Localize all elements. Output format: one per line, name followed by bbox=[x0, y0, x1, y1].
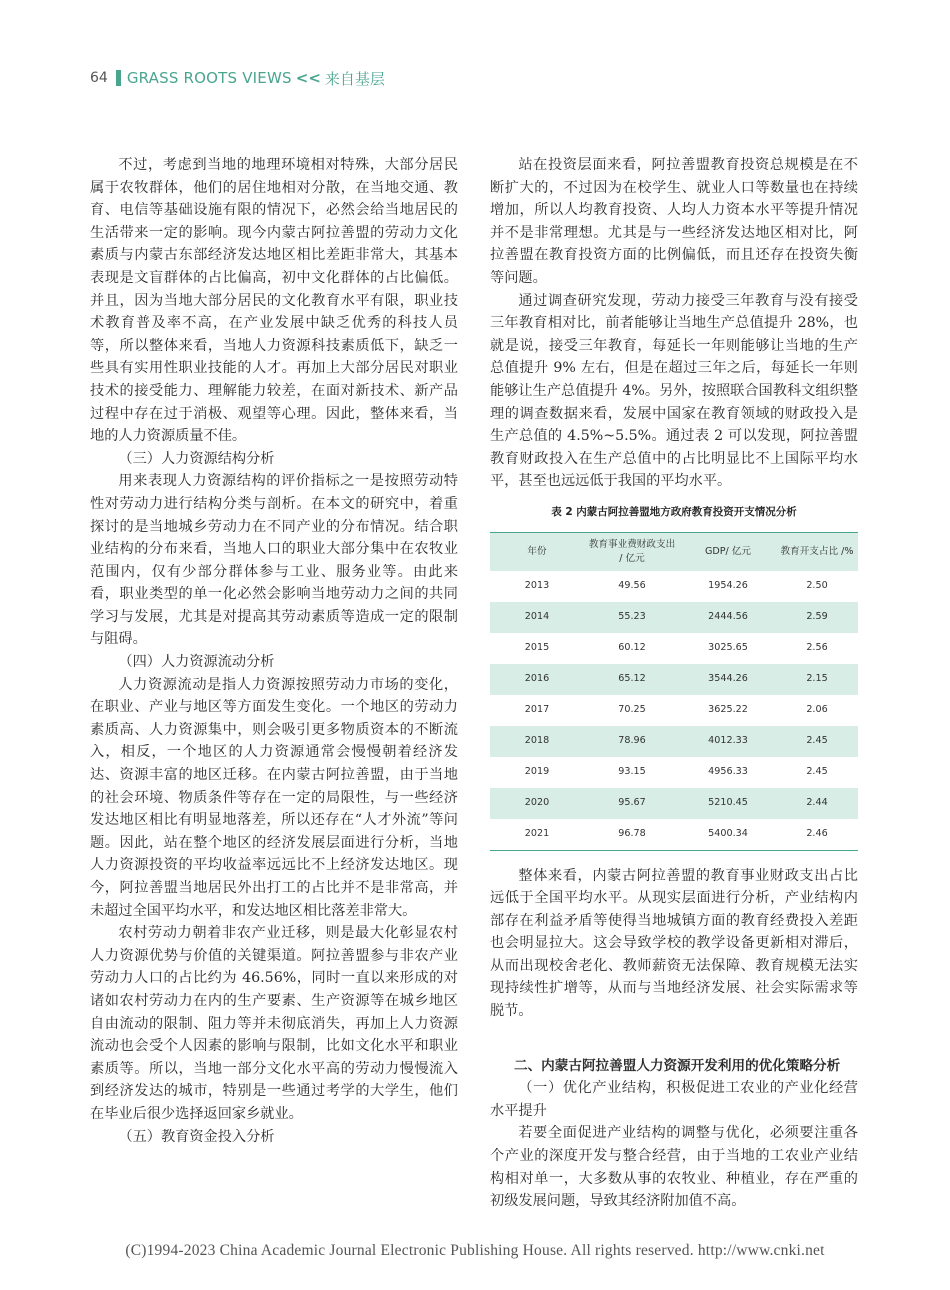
cell: 1954.26 bbox=[708, 579, 748, 591]
running-header bbox=[90, 66, 385, 90]
col-header-ratio: 教育开支占比 /% bbox=[776, 532, 858, 571]
cell: 49.56 bbox=[618, 579, 646, 591]
left-column bbox=[90, 154, 458, 1148]
cell: 2018 bbox=[490, 726, 584, 757]
cell: 96.78 bbox=[618, 827, 646, 839]
journal-title-en: GRASS ROOTS VIEWS bbox=[126, 69, 292, 87]
section-heading-5: （五）教育资金投入分析 bbox=[118, 1128, 275, 1145]
cell: 70.25 bbox=[618, 703, 646, 715]
cell: 2.06 bbox=[806, 703, 828, 715]
cell: 5210.45 bbox=[680, 788, 776, 819]
cell: 2020 bbox=[490, 788, 584, 819]
col-header-edu-spend: 教育事业费财政支出 / 亿元 bbox=[584, 532, 680, 571]
cell: 2.45 bbox=[776, 726, 858, 757]
table-caption: 表 2 内蒙古阿拉善盟地方政府教育投资开支情况分析 bbox=[551, 505, 797, 518]
page-number: 64 bbox=[90, 70, 108, 86]
cell: 2.15 bbox=[776, 664, 858, 695]
table-row bbox=[490, 757, 858, 788]
cell: 2016 bbox=[490, 664, 584, 695]
table-header-row bbox=[490, 532, 858, 571]
cell: 2.50 bbox=[806, 579, 828, 591]
table-row bbox=[490, 695, 858, 726]
cell: 2013 bbox=[524, 579, 550, 591]
cell: 2.59 bbox=[776, 602, 858, 633]
cell: 2019 bbox=[524, 765, 550, 777]
paragraph: 用来表现人力资源结构的评价指标之一是按照劳动特性对劳动力进行结构分类与剖析。在本文的研究中，着重探讨的是当地城乡劳动力在不同产业的分布情况。结合职业结构的分布来看，当地人口的职业大部分集中在农牧业范围内，仅有少部分群体参与工业、服务业等。由此来看，职业类型的单一化必然会影响当地劳动力之间的共同学习与发展，尤其是对提高其劳动素质等造成一定的限制与阻碍。 bbox=[90, 473, 458, 648]
subsection-heading-1: （一）优化产业结构，积极促进工农业的产业化经营水平提升 bbox=[490, 1080, 858, 1119]
cell: 4956.33 bbox=[708, 765, 748, 777]
section-heading-4: （四）人力资源流动分析 bbox=[118, 654, 275, 671]
table-row bbox=[490, 664, 858, 695]
table-row bbox=[490, 726, 858, 757]
section-heading-3: （三）人力资源结构分析 bbox=[118, 450, 275, 467]
section-heading-2: 二、内蒙古阿拉善盟人力资源开发利用的优化策略分析 bbox=[514, 1057, 841, 1074]
cell: 3025.65 bbox=[708, 641, 748, 653]
journal-title-cn: 来自基层 bbox=[324, 69, 385, 88]
table-row bbox=[490, 571, 858, 602]
cell: 2444.56 bbox=[680, 602, 776, 633]
cell: 2017 bbox=[524, 703, 550, 715]
copyright-footer: (C)1994-2023 China Academic Journal Electronic Publishing House. All rights reserved. http://www.cnki.net bbox=[125, 1242, 825, 1259]
paragraph: 若要全面促进产业结构的调整与优化，必须要注重各个产业的深度开发与整合经营，由于当地的工农业产业结构相对单一，大多数从事的农牧业、种植业，存在严重的初级发展问题，导致其经济附加值不高。 bbox=[490, 1125, 858, 1210]
cell: 2021 bbox=[524, 827, 550, 839]
cell: 2014 bbox=[490, 602, 584, 633]
cell: 2.56 bbox=[806, 641, 828, 653]
cell: 5400.34 bbox=[708, 827, 748, 839]
cell: 2.45 bbox=[806, 765, 828, 777]
col-header-gdp: GDP/ 亿元 bbox=[680, 532, 776, 571]
cell: 3544.26 bbox=[680, 664, 776, 695]
paragraph: 农村劳动力朝着非农产业迁移，则是最大化彰显农村人力资源优势与价值的关键渠道。阿拉善盟参与非农产业劳动力人口的占比约为 46.56%，同时一直以来形成的对诸如农村劳动力在内的生产要素、生产资源等在城乡地区自由流动的限制、阻力等并未彻底消失，再加上人力资源流动也会受个人因素的影响与限制，比如文化水平和职业素质等。所以，当地一部分文化水平高的劳动力慢慢流入到经济发达的城市，特别是一些通过考学的大学生，他们在毕业后很少选择返回家乡就业。 bbox=[90, 925, 458, 1122]
cell: 95.67 bbox=[584, 788, 680, 819]
cell: 2015 bbox=[524, 641, 550, 653]
right-column bbox=[490, 154, 858, 1213]
paragraph: 整体来看，内蒙古阿拉善盟的教育事业财政支出占比远低于全国平均水平。从现实层面进行分析，产业结构内部存在利益矛盾等使得当地城镇方面的教育经费投入差距也会明显拉大。这会导致学校的教学设备更新相对滞后，从而出现校舍老化、教师薪资无法保障、教育规模无法实现持续性扩增等，从而与当地经济发展、社会实际需求等脱节。 bbox=[490, 867, 858, 1020]
cell: 60.12 bbox=[618, 641, 646, 653]
cell: 2.44 bbox=[776, 788, 858, 819]
cell: 2.46 bbox=[806, 827, 828, 839]
paragraph: 通过调查研究发现，劳动力接受三年教育与没有接受三年教育相对比，前者能够让当地生产总值提升 28%，也就是说，接受三年教育，每延长一年则能够让当地的生产总值提升 9% 左右，但是在超过三年之后，每延长一年则能够让生产总值提升 4%。另外，按照联合国教科文组织整理的调查数据来看，发展中国家在教育领域的财政投入是生产总值的 4.5%~5.5%。通过表 2 可以发现，阿拉善盟教育财政投入在生产总值中的占比明显比不上国际平均水平，甚至也远远低于我国的平均水平。 bbox=[490, 292, 858, 490]
cell: 65.12 bbox=[584, 664, 680, 695]
cell: 55.23 bbox=[584, 602, 680, 633]
table-row bbox=[490, 602, 858, 633]
cell: 4012.33 bbox=[680, 726, 776, 757]
chevron-left-icon: << bbox=[295, 69, 321, 87]
table-row bbox=[490, 633, 858, 664]
paragraph: 站在投资层面来看，阿拉善盟教育投资总规模是在不断扩大的，不过因为在校学生、就业人口等数量也在持续增加，所以人均教育投资、人均人力资本水平等提升情况并不是非常理想。尤其是与一些经济发达地区相对比，阿拉善盟在教育投资方面的比例偏低，而且还存在投资失衡等问题。 bbox=[490, 157, 858, 286]
table-row bbox=[490, 819, 858, 851]
col-header-year: 年份 bbox=[490, 532, 584, 571]
table-row bbox=[490, 788, 858, 819]
cell: 78.96 bbox=[584, 726, 680, 757]
cell: 93.15 bbox=[618, 765, 646, 777]
cell: 3625.22 bbox=[708, 703, 748, 715]
data-table bbox=[490, 532, 858, 851]
paragraph: 人力资源流动是指人力资源按照劳动力市场的变化，在职业、产业与地区等方面发生变化。一个地区的劳动力素质高、人力资源集中，则会吸引更多物质资本的不断流入，相反，一个地区的人力资源通常会慢慢朝着经济发达、资源丰富的地区迁移。在内蒙古阿拉善盟，由于当地的社会环境、物质条件等存在一定的局限性，与一些经济发达地区相比有明显地落差，所以还存在“人才外流”等问题。因此，站在整个地区的经济发展层面进行分析，当地人力资源投资的平均收益率远远比不上经济发达地区。现今，阿拉善盟当地居民外出打工的占比并不是非常高，并未超过全国平均水平，和发达地区相比落差非常大。 bbox=[90, 676, 458, 919]
header-bar-icon bbox=[116, 70, 121, 86]
paragraph: 不过，考虑到当地的地理环境相对特殊，大部分居民属于农牧群体，他们的居住地相对分散，在当地交通、教育、电信等基础设施有限的情况下，必然会给当地居民的生活带来一定的影响。现今内蒙古阿拉善盟的劳动力文化素质与内蒙古东部经济发达地区相比差距非常大，其基本表现是文盲群体的占比偏高，初中文化群体的占比偏低。并且，因为当地大部分居民的文化教育水平有限，职业技术教育普及率不高，在产业发展中缺乏优秀的科技人员等，所以整体来看，当地人力资源科技素质低下，缺乏一些具有实用性职业技能的人才。再加上大部分居民对职业技术的接受能力、理解能力较差，在面对新技术、新产品过程中存在过于消极、观望等心理。因此，整体来看，当地的人力资源质量不佳。 bbox=[90, 157, 458, 445]
